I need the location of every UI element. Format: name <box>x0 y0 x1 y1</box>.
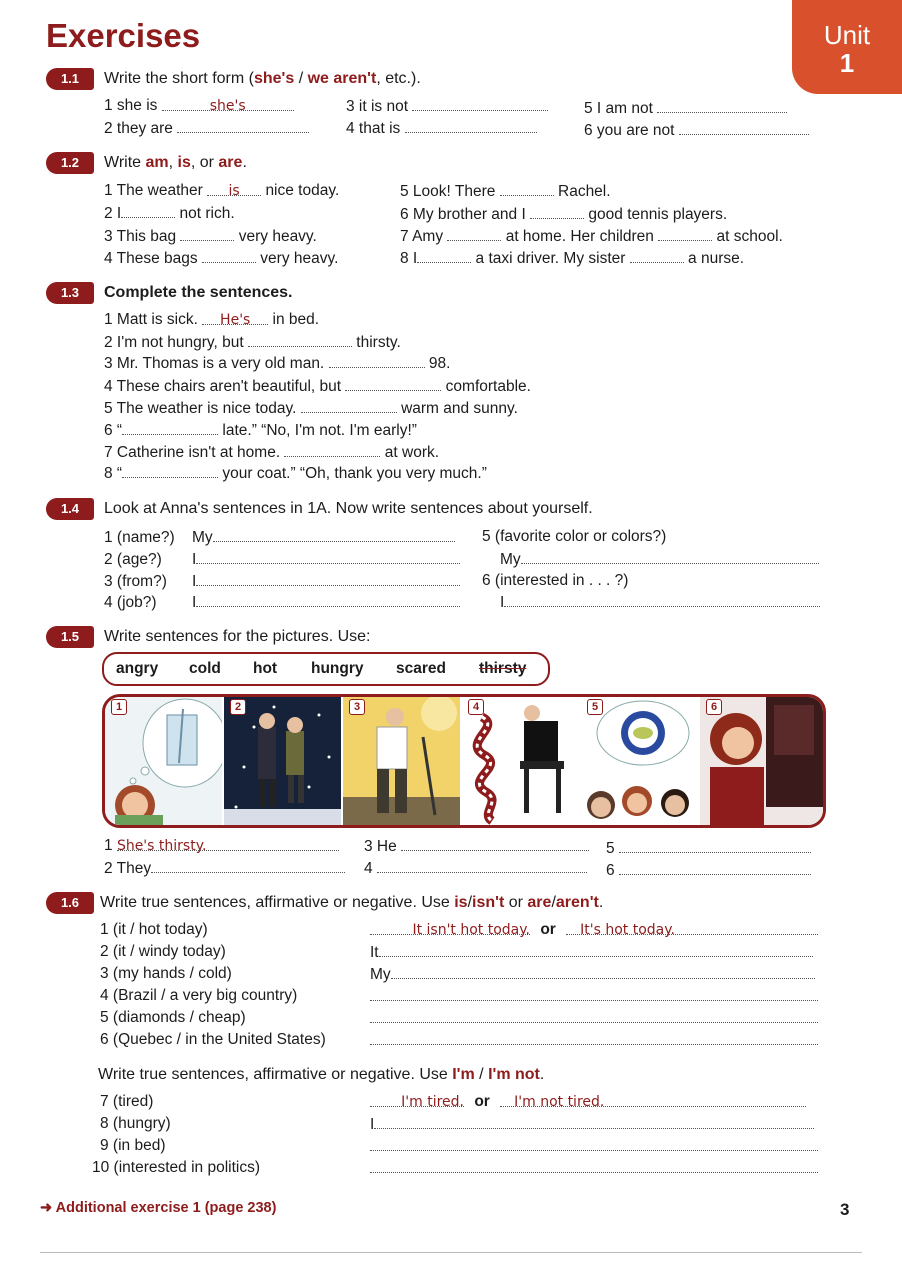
item-1-4-3: 3 (from?) I <box>104 571 460 592</box>
word-cold: cold <box>189 660 221 677</box>
exercise-title-1-3: Complete the sentences. <box>104 284 293 301</box>
item-1-6-4: 4 (Brazil / a very big country) <box>100 987 298 1004</box>
item-1-4-2: 2 (age?) I <box>104 549 460 570</box>
item-1-2-2: 2 I not rich. <box>104 205 235 222</box>
picture-2-cold <box>224 697 341 825</box>
item-1-4-4: 4 (job?) I <box>104 592 460 613</box>
item-1-6-7: 7 (tired) <box>100 1093 154 1110</box>
angry-woman-icon <box>700 697 823 825</box>
exercise-badge-1-2: 1.2 <box>46 152 94 174</box>
item-1-4-6-line: I <box>500 592 820 613</box>
word-hot: hot <box>253 660 278 677</box>
item-1-1-6: 6 you are not <box>584 120 809 141</box>
picture-6-angry <box>700 697 823 825</box>
item-1-5-2: 2 They <box>104 858 345 879</box>
exercise-subtitle-1-6: Write true sentences, affirmative or negative. Use I'm / I'm not. <box>98 1066 545 1083</box>
picture-3-hot <box>343 697 460 825</box>
exercise-badge-1-4: 1.4 <box>46 498 94 520</box>
exercise-title-1-2: Write am, is, or are. <box>104 154 247 171</box>
item-1-5-4: 4 <box>364 858 587 879</box>
item-1-3-6: 6 “ late.” “No, I'm not. I'm early!” <box>104 422 417 439</box>
exercise-badge-1-5: 1.5 <box>46 626 94 648</box>
answer-1-6-9 <box>370 1136 818 1157</box>
word-scared: scared <box>396 660 446 677</box>
page-number: 3 <box>840 1200 850 1219</box>
item-1-3-5: 5 The weather is nice today. warm and sunny. <box>104 400 518 417</box>
item-1-4-5: 5 (favorite color or colors?) <box>482 528 667 545</box>
exercise-badge-1-3: 1.3 <box>46 282 94 304</box>
exercise-title-1-5: Write sentences for the pictures. Use: <box>104 628 371 645</box>
page-title: Exercises <box>46 17 201 54</box>
item-1-2-7: 7 Amy at home. Her children at school. <box>400 228 783 245</box>
item-1-6-2: 2 (it / windy today) <box>100 943 226 960</box>
answer-1-6-2: It <box>370 942 813 963</box>
item-1-3-3: 3 Mr. Thomas is a very old man. 98. <box>104 355 451 372</box>
answer-1-6-4 <box>370 986 818 1007</box>
item-1-5-6: 6 <box>606 860 811 881</box>
item-1-2-1: 1 The weather is nice today. <box>104 182 340 199</box>
people-in-snow-icon <box>224 697 341 825</box>
answer-1-6-6 <box>370 1030 818 1051</box>
item-1-2-8: 8 I a taxi driver. My sister a nurse. <box>400 250 745 267</box>
item-1-1-5: 5 I am not <box>584 98 787 119</box>
exercise-badge-1-1: 1.1 <box>46 68 94 90</box>
item-1-6-3: 3 (my hands / cold) <box>100 965 232 982</box>
picture-number-1: 1 <box>111 699 127 715</box>
answer-1-6-7: I'm tired. or I'm not tired. <box>370 1092 806 1112</box>
answer-1-6-3: My <box>370 964 815 985</box>
item-1-6-6: 6 (Quebec / in the United States) <box>100 1031 326 1048</box>
item-1-3-1: 1 Matt is sick. He's in bed. <box>104 311 320 328</box>
item-1-6-8: 8 (hungry) <box>100 1115 171 1132</box>
picture-strip <box>102 694 826 828</box>
word-angry: angry <box>116 660 159 677</box>
woman-dreaming-of-water-icon <box>105 697 222 825</box>
item-1-2-5: 5 Look! There Rachel. <box>400 183 611 200</box>
item-1-4-5-line: My <box>500 549 819 570</box>
answer-1-6-1: It isn't hot today. or It's hot today. <box>370 920 818 940</box>
item-1-6-9: 9 (in bed) <box>100 1137 166 1154</box>
picture-number-6: 6 <box>706 699 722 715</box>
picture-number-5: 5 <box>587 699 603 715</box>
exercise-title-1-6: Write true sentences, affirmative or negative. Use is/isn't or are/aren't. <box>100 894 604 911</box>
picture-1-thirsty <box>105 697 222 825</box>
answer-1-6-8: I <box>370 1114 814 1135</box>
man-with-shovel-icon <box>343 697 460 825</box>
item-1-1-3: 3 it is not <box>346 96 548 117</box>
picture-5-hungry <box>581 697 698 825</box>
item-1-6-10: 10 (interested in politics) <box>92 1159 260 1176</box>
picture-number-2: 2 <box>230 699 246 715</box>
additional-exercise-link[interactable]: ➜ Additional exercise 1 (page 238) <box>40 1200 277 1216</box>
item-1-1-2: 2 they are <box>104 118 309 139</box>
item-1-3-7: 7 Catherine isn't at home. at work. <box>104 444 440 461</box>
item-1-2-4: 4 These bags very heavy. <box>104 250 339 267</box>
footer-rule <box>40 1252 862 1253</box>
man-on-chair-with-snake-icon <box>462 697 579 825</box>
item-1-5-5: 5 <box>606 838 811 859</box>
unit-label: Unit <box>823 20 871 50</box>
answer-1-6-10 <box>370 1158 818 1179</box>
item-1-4-1: 1 (name?) My <box>104 527 455 548</box>
exercise-title-1-1: Write the short form (she's / we aren't, etc.). <box>104 70 421 87</box>
answer-1-6-5 <box>370 1008 818 1029</box>
item-1-6-1: 1 (it / hot today) <box>100 921 208 938</box>
unit-number: 1 <box>839 48 855 78</box>
item-1-3-4: 4 These chairs aren't beautiful, but comfortable. <box>104 378 531 395</box>
word-hungry: hungry <box>311 660 364 677</box>
item-1-1-1: 1 she is she's <box>104 96 294 116</box>
exercise-title-1-4: Look at Anna's sentences in 1A. Now write sentences about yourself. <box>104 500 593 517</box>
item-1-5-1: 1 She's thirsty. <box>104 836 339 856</box>
item-1-1-4: 4 that is <box>346 118 537 139</box>
picture-number-4: 4 <box>468 699 484 715</box>
item-1-3-8: 8 “ your coat.” “Oh, thank you very much.” <box>104 465 487 482</box>
item-1-5-3: 3 He <box>364 836 589 857</box>
exercise-badge-1-6: 1.6 <box>46 892 94 914</box>
item-1-2-3: 3 This bag very heavy. <box>104 228 317 245</box>
item-1-3-2: 2 I'm not hungry, but thirsty. <box>104 334 401 351</box>
picture-number-3: 3 <box>349 699 365 715</box>
people-dreaming-of-food-icon <box>581 697 698 825</box>
item-1-6-5: 5 (diamonds / cheap) <box>100 1009 246 1026</box>
word-thirsty-crossed: thirsty <box>479 660 527 677</box>
unit-box <box>792 0 902 94</box>
picture-4-scared <box>462 697 579 825</box>
item-1-4-6: 6 (interested in . . . ?) <box>482 572 629 589</box>
item-1-2-6: 6 My brother and I good tennis players. <box>400 206 728 223</box>
